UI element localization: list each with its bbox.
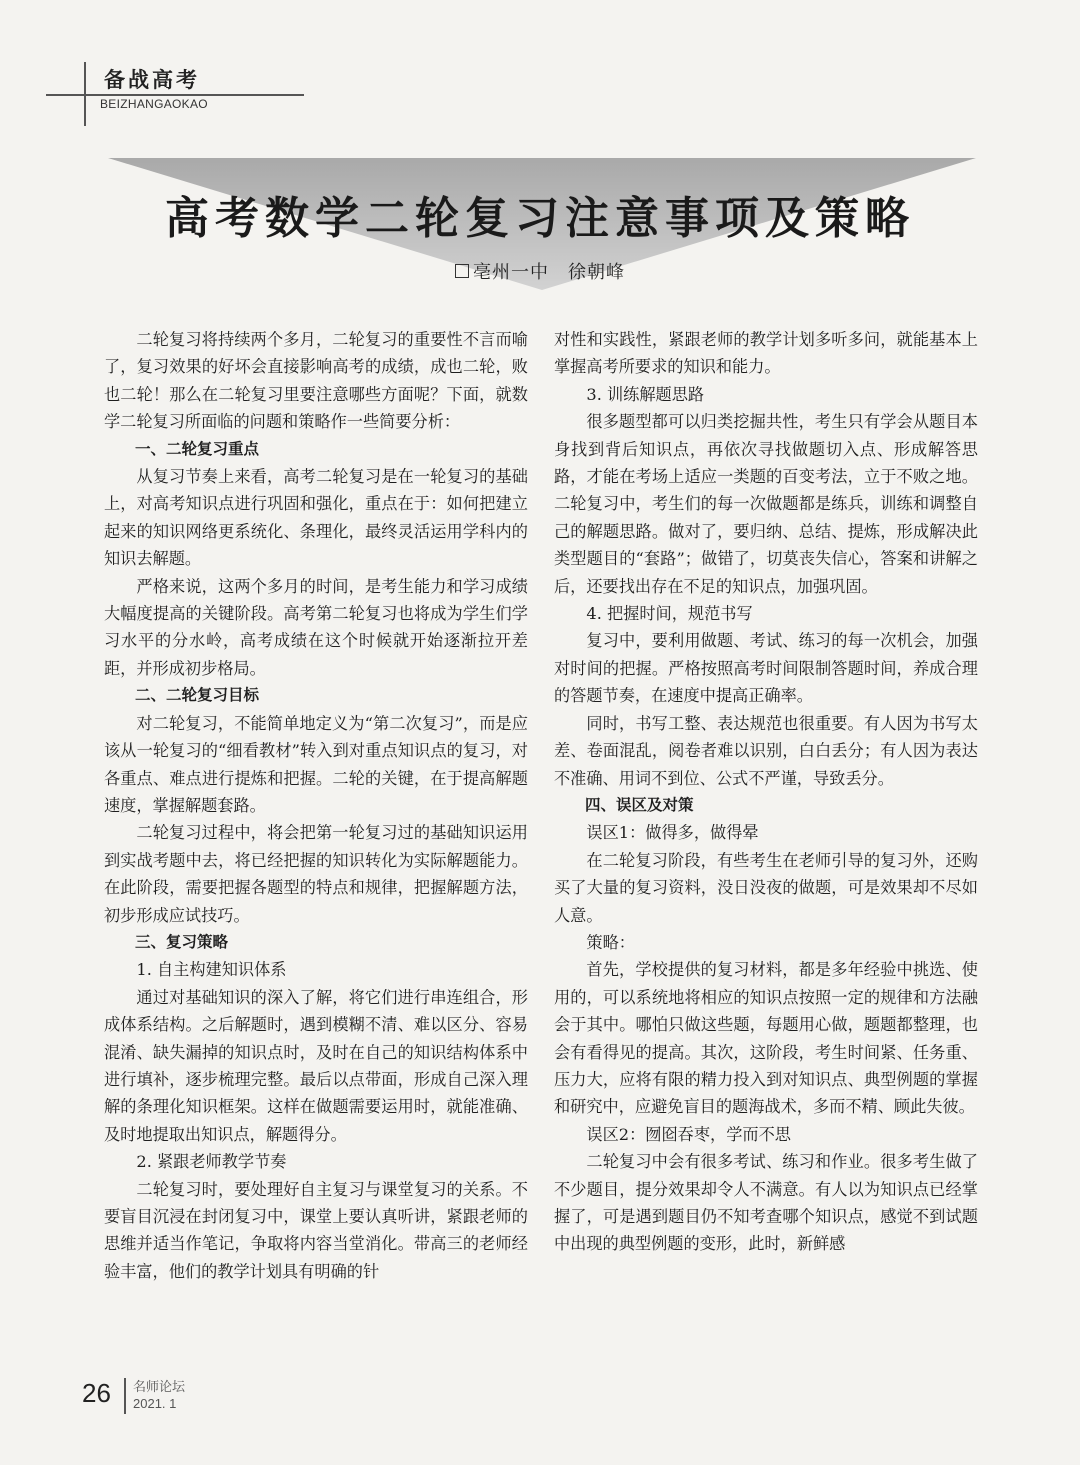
paragraph: 同时，书写工整、表达规范也很重要。有人因为书写太差、卷面混乱，阅卷者难以识别，白白丢分；有人因为表达不准确、用词不到位、公式不严谨，导致丢分。 (554, 713, 978, 788)
subsection-heading: 策略： (586, 932, 635, 952)
paragraph: 对二轮复习，不能简单地定义为“第二次复习”，而是应该从一轮复习的“细看教材”转入到对重点知识点的复习，对各重点、难点进行提炼和把握。二轮的关键，在于提高解题速度，掌握解题套路。 (104, 713, 528, 815)
paragraph: 二轮复习时，要处理好自主复习与课堂复习的关系。不要盲目沉浸在封闭复习中，课堂上要认真听讲，紧跟老师的思维并适当作笔记，争取将内容当堂消化。带高三的老师经验丰富，他们的教学计划具有明确的针 (104, 1179, 528, 1281)
paragraph: 严格来说，这两个多月的时间，是考生能力和学习成绩大幅度提高的关键阶段。高考第二轮复习也将成为学生们学习水平的分水岭，高考成绩在这个时候就开始逐渐拉开差距，并形成初步格局。 (104, 576, 528, 678)
subsection-heading: 2. 紧跟老师教学节奏 (136, 1152, 287, 1172)
paragraph: 对性和实践性，紧跟老师的教学计划多听多问，就能基本上掌握高考所要求的知识和能力。 (554, 330, 978, 377)
paragraph: 首先，学校提供的复习材料，都是多年经验中挑选、使用的，可以系统地将相应的知识点按照一定的规律和方法融会于其中。哪怕只做这些题，每题用心做，题题都整理，也会有看得见的提高。其次，这阶段，考生时间紧、任务重、压力大，应将有限的精力投入到对知识点、典型例题的掌握和研究中，应避免盲目的题海战术，多而不精、顾此失彼。 (554, 960, 978, 1117)
page-number: 26 (82, 1378, 111, 1408)
article-byline (0, 258, 1080, 284)
section-heading: 三、复习策略 (135, 932, 229, 951)
paragraph: 在二轮复习阶段，有些考生在老师引导的复习外，还购买了大量的复习资料，没日没夜的做题，可是效果却不尽如人意。 (554, 850, 978, 925)
paragraph: 二轮复习将持续两个多月，二轮复习的重要性不言而喻了，复习效果的好坏会直接影响高考的成绩，成也二轮，败也二轮！那么在二轮复习里要注意哪些方面呢？下面，就数学二轮复习所面临的问题和策略作一些简要分析： (104, 330, 528, 432)
author-name: 亳州一中 徐朝峰 (473, 262, 625, 283)
subsection-heading: 1. 自主构建知识体系 (136, 960, 287, 980)
section-heading: 二、二轮复习目标 (135, 686, 260, 705)
left-column (104, 326, 528, 1285)
paragraph: 二轮复习中会有很多考试、练习和作业。很多考生做了不少题目，提分效果却令人不满意。有人以为知识点已经掌握了，可是遇到题目仍不知考查哪个知识点，感觉不到试题中出现的典型例题的变形，此时，新鲜感 (554, 1152, 978, 1254)
paragraph: 很多题型都可以归类挖掘共性，考生只有学会从题目本身找到背后知识点，再依次寻找做题切入点、形成解答思路，才能在考场上适应一类题的百变考法，立于不败之地。二轮复习中，考生们的每一次做题都是练兵，训练和调整自己的解题思路。做对了，要归纳、总结、提炼，形成解决此类型题目的“套路”；做错了，切莫丧失信心，答案和讲解之后，还要找出存在不足的知识点，加强巩固。 (554, 412, 978, 596)
issue-date: 2021. 1 (133, 1396, 177, 1411)
square-bullet-icon (455, 264, 469, 278)
article-title: 高考数学二轮复习注意事项及策略 (165, 193, 915, 244)
section-heading: 一、二轮复习重点 (135, 439, 260, 458)
right-column (554, 326, 978, 1258)
subsection-heading: 误区2：囫囵吞枣，学而不思 (586, 1124, 791, 1144)
paragraph: 从复习节奏上来看，高考二轮复习是在一轮复习的基础上，对高考知识点进行巩固和强化，重点在于：如何把建立起来的知识网络更系统化、条理化，最终灵活运用学科内的知识去解题。 (104, 467, 528, 569)
footer-rule (124, 1378, 126, 1414)
header-horizontal-rule (46, 94, 304, 96)
subsection-heading: 误区1：做得多，做得晕 (586, 823, 759, 843)
paragraph: 通过对基础知识的深入了解，将它们进行串连组合，形成体系结构。之后解题时，遇到模糊不清、难以区分、容易混淆、缺失漏掉的知识点时，及时在自己的知识结构体系中进行填补，逐步梳理完整。最后以点带面，形成自己深入理解的条理化知识框架。这样在做题需要运用时，就能准确、及时地提取出知识点，解题得分。 (104, 987, 528, 1144)
subsection-heading: 4. 把握时间，规范书写 (586, 604, 753, 624)
subsection-heading: 3. 训练解题思路 (586, 384, 705, 404)
magazine-name: 名师论坛 (133, 1380, 186, 1395)
paragraph: 二轮复习过程中，将会把第一轮复习过的基础知识运用到实战考题中去，将已经把握的知识转化为实际解题能力。在此阶段，需要把握各题型的特点和规律，把握解题方法，初步形成应试技巧。 (104, 823, 528, 925)
paragraph: 复习中，要利用做题、考试、练习的每一次机会，加强对时间的把握。严格按照高考时间限制答题时间，养成合理的答题节奏，在速度中提高正确率。 (554, 631, 978, 706)
section-title: 备战高考 (104, 68, 200, 92)
section-pinyin: BEIZHANGAOKAO (100, 97, 208, 111)
section-heading: 四、误区及对策 (585, 795, 694, 814)
